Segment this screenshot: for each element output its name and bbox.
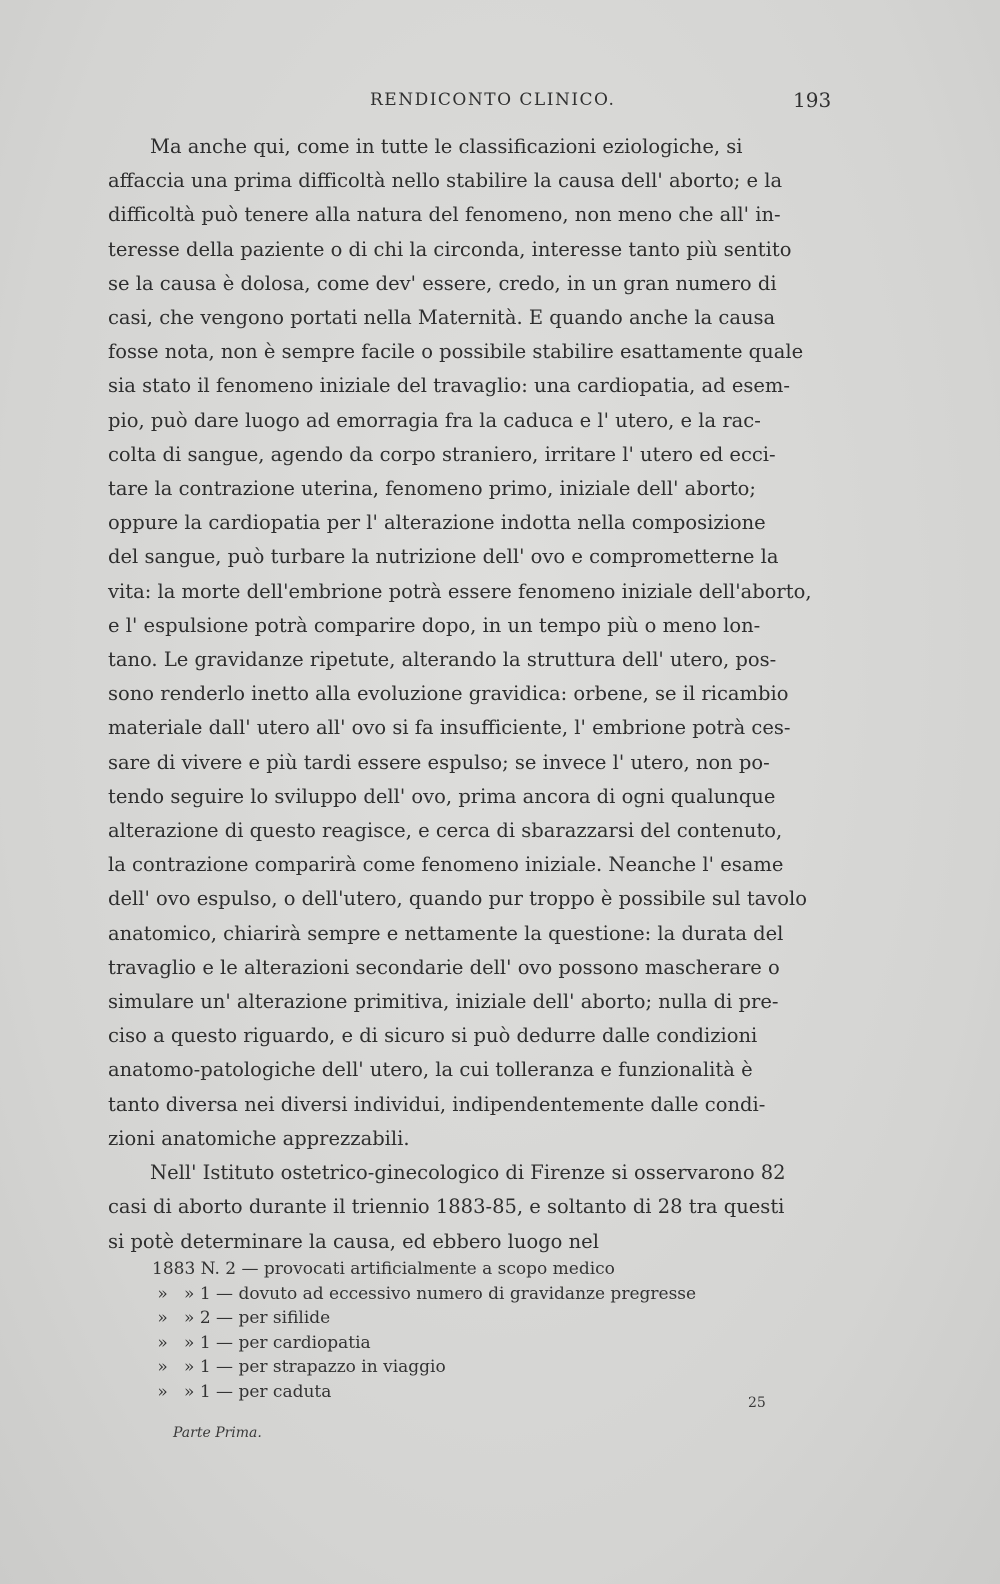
text-line: se la causa è dolosa, come dev' essere, credo, in un gran numero di	[108, 271, 777, 295]
text-line: oppure la cardiopatia per l' alterazione indotta nella composizione	[108, 511, 766, 535]
list-item: » » 1 — per strapazzo in viaggio	[152, 1357, 446, 1377]
running-title: RENDICONTO CLINICO.	[370, 90, 616, 110]
list-item: » » 2 — per sifilide	[152, 1308, 331, 1328]
list-item: » » 1 — per cardiopatia	[152, 1332, 371, 1353]
text-line: vita: la morte dell'embrione potrà essere fenomeno iniziale dell'aborto,	[108, 579, 812, 603]
body-text	[108, 130, 822, 1259]
text-line: anatomico, chiarirà sempre e nettamente la questione: la durata del	[108, 921, 784, 945]
text-line: Ma anche qui, come in tutte le classificazioni eziologiche, si	[150, 135, 743, 158]
list-item: 1883 N. 2 — provocati artificialmente a scopo medico	[152, 1259, 615, 1279]
signature-number: 25	[748, 1395, 766, 1411]
page-number: 193	[793, 88, 832, 112]
text-line: affaccia una prima difficoltà nello stabilire la causa dell' aborto; e la	[108, 169, 783, 193]
text-line: ciso a questo riguardo, e di sicuro si può dedurre dalle condizioni	[108, 1024, 758, 1048]
text-line: tano. Le gravidanze ripetute, alterando la struttura dell' utero, pos-	[108, 648, 777, 672]
text-line: e l' espulsione potrà comparire dopo, in un tempo più o meno lon-	[108, 613, 761, 637]
running-head	[0, 90, 1000, 120]
text-line: teresse della paziente o di chi la circonda, interesse tanto più sentito	[108, 237, 792, 261]
text-line: colta di sangue, agendo da corpo straniero, irritare l' utero ed ecci-	[108, 442, 776, 466]
text-line: sia stato il fenomeno iniziale del travaglio: una cardiopatia, ad esem-	[108, 374, 791, 398]
cause-list	[152, 1257, 792, 1404]
signature-label: Parte Prima.	[173, 1425, 262, 1441]
text-line: travaglio e le alterazioni secondarie dell' ovo possono mascherare o	[108, 955, 780, 979]
text-line: si potè determinare la causa, ed ebbero luogo nel	[108, 1229, 599, 1253]
text-line: tare la contrazione uterina, fenomeno primo, iniziale dell' aborto;	[108, 477, 756, 501]
text-line: del sangue, può turbare la nutrizione dell' ovo e comprometterne la	[108, 545, 779, 569]
text-line: tanto diversa nei diversi individui, indipendentemente dalle condi-	[108, 1092, 766, 1116]
list-item: » » 1 — dovuto ad eccessivo numero di gravidanze pregresse	[152, 1283, 697, 1304]
text-line: dell' ovo espulso, o dell'utero, quando pur troppo è possibile sul tavolo	[108, 887, 808, 911]
text-line: casi di aborto durante il triennio 1883-85, e soltanto di 28 tra questi	[108, 1195, 785, 1219]
text-line: alterazione di questo reagisce, e cerca di sbarazzarsi del contenuto,	[108, 819, 783, 843]
text-line: Nell' Istituto ostetrico-ginecologico di Firenze si osservarono 82	[150, 1161, 786, 1185]
text-line: sono renderlo inetto alla evoluzione gravidica: orbene, se il ricambio	[108, 682, 789, 706]
text-line: simulare un' alterazione primitiva, iniziale dell' aborto; nulla di pre-	[108, 990, 779, 1014]
text-line: tendo seguire lo sviluppo dell' ovo, prima ancora di ogni qualunque	[108, 784, 776, 808]
text-line: casi, che vengono portati nella Maternità. E quando anche la causa	[108, 306, 776, 330]
text-line: difficoltà può tenere alla natura del fenomeno, non meno che all' in-	[108, 203, 781, 227]
list-item: » » 1 — per caduta	[152, 1381, 332, 1402]
text-line: anatomo-patologiche dell' utero, la cui tolleranza e funzionalità è	[108, 1058, 753, 1082]
text-line: la contrazione comparirà come fenomeno iniziale. Neanche l' esame	[108, 853, 784, 877]
text-line: sare di vivere e più tardi essere espulso; se invece l' utero, non po-	[108, 750, 770, 774]
text-line: materiale dall' utero all' ovo si fa insufficiente, l' embrione potrà ces-	[108, 716, 791, 740]
text-line: zioni anatomiche apprezzabili.	[108, 1126, 410, 1150]
text-line: fosse nota, non è sempre facile o possibile stabilire esattamente quale	[108, 340, 804, 364]
text-line: pio, può dare luogo ad emorragia fra la caduca e l' utero, e la rac-	[108, 408, 761, 432]
